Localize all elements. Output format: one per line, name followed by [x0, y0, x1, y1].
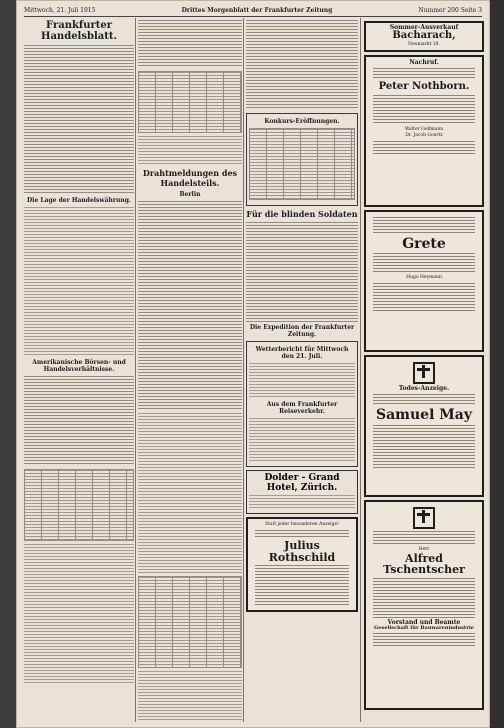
deceased-name: Julius Rothschild — [268, 539, 336, 564]
article-text — [24, 544, 134, 684]
notice-text — [255, 565, 349, 605]
travel-text — [249, 418, 355, 462]
article-text — [138, 136, 242, 166]
obituary-may — [364, 355, 484, 497]
notice-text — [255, 530, 349, 538]
stock-table — [138, 576, 242, 668]
notice-name: Grete — [402, 235, 446, 252]
weather-text — [249, 363, 355, 399]
obituary-text — [373, 141, 475, 155]
article-text — [24, 45, 134, 195]
signatory: Walter Gollmann — [404, 126, 444, 132]
obituary-text — [373, 394, 475, 406]
weather-box — [246, 341, 358, 467]
signatory: Vorstand und Beamte — [387, 618, 461, 626]
konkurs-box — [246, 113, 358, 206]
deceased-name: Alfred Tschentscher — [383, 551, 465, 577]
subheading: Berlin — [179, 191, 201, 198]
obituary-text — [373, 633, 475, 647]
market-table — [24, 469, 134, 541]
signatory: Dr. Jacob Goertz — [405, 132, 443, 138]
section-heading: Frankfurter Handelsblatt. — [41, 20, 117, 42]
section-heading: Drahtmeldungen des Handelsteils. — [142, 168, 238, 188]
column-4-ads — [364, 18, 484, 722]
obituary-text — [373, 95, 475, 125]
cross-icon — [413, 362, 435, 384]
masthead-page: Nummer 200 Seite 3 — [418, 6, 482, 14]
deceased-name: Peter Nothborn. — [378, 81, 470, 93]
hotel-name: Dolder - Grand Hotel, Zürich. — [264, 473, 340, 493]
death-notice — [246, 517, 358, 612]
article-text — [24, 207, 134, 357]
hotel-text — [249, 495, 355, 509]
obituary-herr: Herr — [418, 546, 430, 552]
obituary-nothborn — [364, 55, 484, 207]
obituary-tschentscher — [364, 500, 484, 710]
konkurs-table — [249, 128, 355, 200]
subheading: Aus dem Frankfurter Reiseverkehr. — [266, 401, 338, 415]
section-heading: Für die blinden Soldaten — [246, 209, 358, 219]
masthead — [24, 4, 482, 17]
notice-title: Statt jeder besonderen Anzeige! — [265, 522, 339, 527]
column-3 — [246, 18, 358, 722]
cross-icon — [413, 507, 435, 529]
column-1 — [24, 18, 134, 722]
hotel-ad — [246, 470, 358, 514]
subheading: Amerikanische Börsen- und Handelsverhältnisse. — [32, 359, 126, 373]
column-rule — [360, 18, 361, 722]
closing-line: Die Expedition der Frankfurter Zeitung. — [249, 324, 355, 338]
obituary-text — [373, 68, 475, 80]
sale-line2: Bacharach, — [392, 30, 456, 42]
obituary-text — [373, 531, 475, 545]
scan-edge-right — [490, 0, 504, 728]
sale-line1: Sommer-Ausverkauf — [389, 24, 459, 31]
column-rule — [243, 18, 244, 722]
notice-grete — [364, 210, 484, 352]
article-text — [138, 671, 242, 722]
scan-edge-left — [0, 0, 16, 728]
article-text — [24, 376, 134, 466]
notice-text — [373, 217, 475, 235]
subheading: Wetterbericht für Mittwoch den 21. Juli. — [255, 346, 349, 360]
obituary-text — [373, 578, 475, 618]
sale-ad — [364, 21, 484, 52]
obituary-title: Todes-Anzeige. — [398, 384, 450, 392]
obituary-title: Nachruf. — [409, 58, 439, 66]
article-text — [138, 201, 242, 411]
signatory: Hugo Heymann — [406, 275, 442, 281]
price-table — [138, 71, 242, 133]
article-text — [138, 413, 242, 573]
subheading: Konkurs-Eröffnungen. — [264, 118, 340, 125]
masthead-date: Mittwoch, 21. Juli 1915 — [24, 6, 96, 14]
subheading: Die Lage der Handelswährung. — [26, 197, 132, 204]
signatory: Gesellschaft für Bauwarenindustrie — [374, 625, 474, 632]
masthead-title: Drittes Morgenblatt der Frankfurter Zeitung — [181, 6, 333, 14]
obituary-text — [373, 425, 475, 469]
donor-list — [246, 222, 358, 322]
notice-text — [373, 253, 475, 273]
newspaper-page — [16, 0, 490, 728]
sale-line3: Neumarkt 18. — [408, 41, 440, 47]
column-2 — [138, 18, 242, 722]
article-text — [138, 20, 242, 68]
notice-text — [373, 283, 475, 313]
article-text — [246, 20, 358, 110]
deceased-name: Samuel May — [376, 407, 472, 424]
column-rule — [135, 18, 136, 722]
